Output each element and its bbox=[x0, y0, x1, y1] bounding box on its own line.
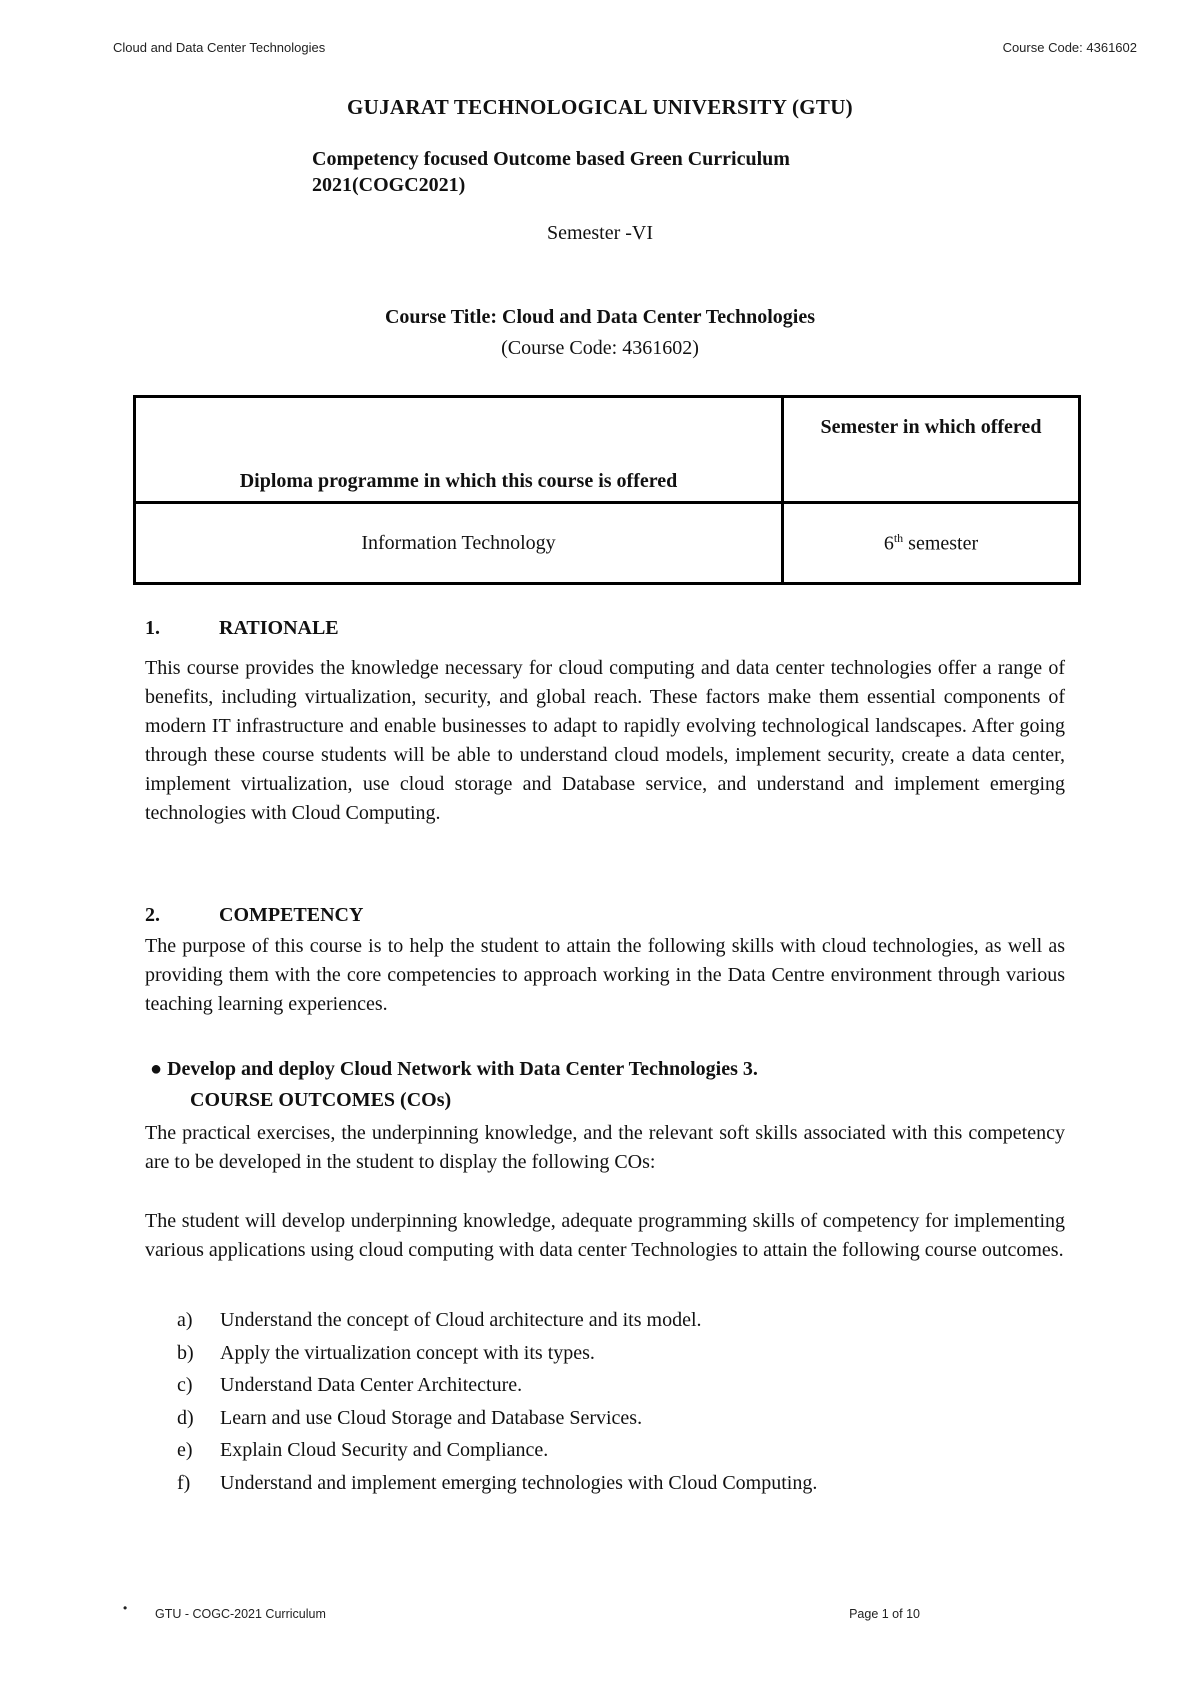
list-item-text: Understand and implement emerging technologies with Cloud Computing. bbox=[220, 1471, 818, 1494]
rationale-text: This course provides the knowledge necessary for cloud computing and data center technologies offer a range of benefits, including virtualization, security, and global reach. These factors make them essential components of modern IT infrastructure and enable businesses to adapt to rapidly evolving technological landscapes. After going through these course students will be able to understand cloud models, implement security, create a data center, implement virtualization, use cloud storage and Database service, and understand and implement emerging technologies with Cloud Computing. bbox=[145, 657, 1065, 824]
bullet-dot: ● bbox=[150, 1058, 163, 1080]
list-item bbox=[145, 1402, 817, 1435]
competency-text: The purpose of this course is to help the student to attain the following skills with cloud technologies, as well as providing them with the core competencies to approach working in the Data Centre environment through various teaching learning experiences. bbox=[145, 935, 1065, 1015]
list-item bbox=[145, 1369, 817, 1402]
course-code: (Course Code: 4361602) bbox=[501, 337, 699, 359]
page-header bbox=[113, 40, 1137, 60]
list-item-text: Understand the concept of Cloud architecture and its model. bbox=[220, 1309, 702, 1331]
semester-suffix: th bbox=[893, 530, 904, 545]
list-item bbox=[145, 1467, 817, 1500]
outcomes-intro: The practical exercises, the underpinning knowledge, and the relevant soft skills associated with this competency are to be developed in the student to display the following COs: bbox=[145, 1122, 1065, 1173]
offer-table-header-programme: Diploma programme in which this course is offered bbox=[135, 397, 783, 503]
list-marker: c) bbox=[177, 1374, 193, 1396]
competency-bullet bbox=[150, 1058, 758, 1081]
competency-title: COMPETENCY bbox=[219, 904, 364, 926]
course-outcomes-heading: COURSE OUTCOMES (COs) bbox=[190, 1089, 452, 1111]
competency-bullet-text: Develop and deploy Cloud Network with Data Center Technologies 3. bbox=[167, 1058, 758, 1080]
list-item-text: Apply the virtualization concept with its types. bbox=[220, 1341, 595, 1364]
list-item bbox=[145, 1337, 817, 1370]
university-title: GUJARAT TECHNOLOGICAL UNIVERSITY (GTU) bbox=[347, 95, 853, 119]
offer-table-programme: Information Technology bbox=[135, 503, 783, 584]
list-item bbox=[145, 1434, 817, 1467]
semester-label: Semester -VI bbox=[546, 222, 654, 244]
competency-number: 2. bbox=[145, 904, 160, 926]
list-item-text: Explain Cloud Security and Compliance. bbox=[220, 1439, 549, 1461]
offer-table bbox=[133, 395, 1081, 585]
header-course-name: Cloud and Data Center Technologies bbox=[113, 40, 326, 55]
list-marker: f) bbox=[177, 1471, 191, 1494]
list-item-text: Understand Data Center Architecture. bbox=[220, 1374, 523, 1396]
curriculum-title bbox=[312, 146, 932, 198]
footer-curriculum: GTU - COGC-2021 Curriculum bbox=[155, 1607, 326, 1621]
list-marker: a) bbox=[177, 1309, 193, 1331]
offer-table-semester bbox=[783, 503, 1080, 584]
course-outcomes-list bbox=[145, 1304, 817, 1499]
footer-bullet: • bbox=[123, 1601, 128, 1615]
footer-page-number: Page 1 of 10 bbox=[849, 1607, 920, 1621]
list-item-text: Learn and use Cloud Storage and Database Services. bbox=[220, 1406, 643, 1429]
offer-table-header-row bbox=[135, 397, 1080, 503]
list-marker: e) bbox=[177, 1439, 193, 1461]
header-course-code: Course Code: 4361602 bbox=[1002, 40, 1137, 55]
curriculum-line-2: 2021(COGC2021) bbox=[312, 174, 466, 196]
list-marker: d) bbox=[177, 1406, 194, 1429]
list-item bbox=[145, 1304, 817, 1337]
curriculum-line-1: Competency focused Outcome based Green Curriculum bbox=[312, 148, 790, 170]
rationale-number: 1. bbox=[145, 617, 160, 639]
list-marker: b) bbox=[177, 1341, 194, 1364]
course-title: Course Title: Cloud and Data Center Technologies bbox=[384, 306, 816, 328]
outcomes-intro-2: The student will develop underpinning knowledge, adequate programming skills of competency for implementing various applications using cloud computing with data center Technologies to attain the following course outcomes. bbox=[145, 1210, 1065, 1261]
semester-number: 6 bbox=[883, 532, 894, 555]
offer-table-value-row bbox=[135, 503, 1080, 584]
page-footer bbox=[123, 1601, 920, 1627]
rationale-heading bbox=[145, 617, 339, 640]
offer-table-header-semester: Semester in which offered bbox=[783, 397, 1080, 503]
competency-heading bbox=[145, 904, 363, 927]
rationale-title: RATIONALE bbox=[219, 617, 339, 639]
semester-word: semester bbox=[903, 532, 979, 555]
